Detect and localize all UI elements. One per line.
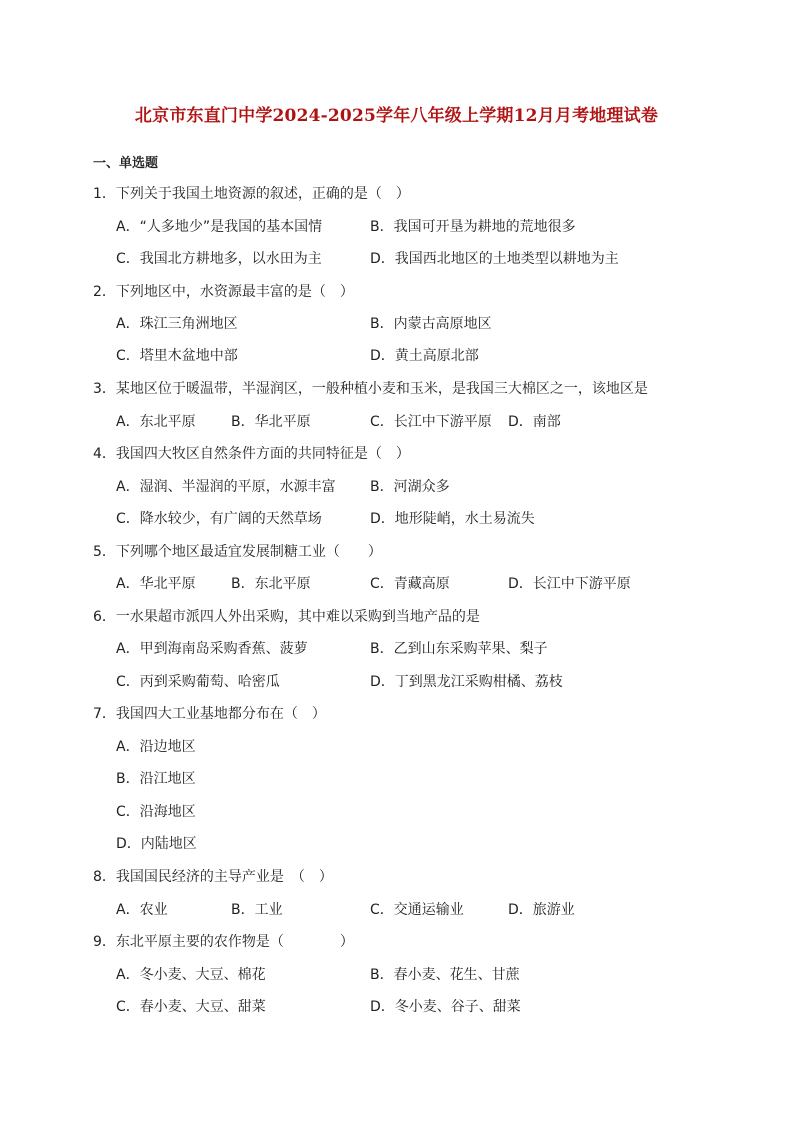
question-9-option-c: C．春小麦、大豆、甜菜 bbox=[116, 999, 266, 1015]
question-5-stem: 5．下列哪个地区最适宜发展制糖工业（ ） bbox=[93, 544, 382, 560]
question-3-option-b: B．华北平原 bbox=[231, 414, 311, 430]
question-8-stem: 8．我国国民经济的主导产业是 （ ） bbox=[93, 869, 333, 885]
question-3-option-d: D．南部 bbox=[508, 414, 561, 430]
question-8-option-c: C．交通运输业 bbox=[370, 902, 464, 918]
question-6-stem: 6．一水果超市派四人外出采购，其中难以采购到当地产品的是 bbox=[93, 609, 480, 625]
question-8-option-d: D．旅游业 bbox=[508, 902, 575, 918]
section-heading: 一、单选题 bbox=[93, 156, 159, 171]
question-6-option-b: B．乙到山东采购苹果、梨子 bbox=[370, 641, 548, 657]
question-4-option-b: B．河湖众多 bbox=[370, 479, 450, 495]
question-1-option-a: A．“人多地少”是我国的基本国情 bbox=[116, 219, 323, 235]
question-8-option-b: B．工业 bbox=[231, 902, 283, 918]
question-9-option-d: D．冬小麦、谷子、甜菜 bbox=[370, 999, 521, 1015]
question-9-option-a: A．冬小麦、大豆、棉花 bbox=[116, 967, 266, 983]
question-3-option-a: A．东北平原 bbox=[116, 414, 196, 430]
question-1-stem: 1．下列关于我国土地资源的叙述，正确的是（ ） bbox=[93, 186, 410, 202]
question-7-option-d: D．内陆地区 bbox=[116, 836, 197, 852]
question-2-option-c: C．塔里木盆地中部 bbox=[116, 348, 238, 364]
question-2-option-d: D．黄土高原北部 bbox=[370, 348, 479, 364]
question-9-option-b: B．春小麦、花生、甘蔗 bbox=[370, 967, 520, 983]
question-4-stem: 4．我国四大牧区自然条件方面的共同特征是（ ） bbox=[93, 446, 410, 462]
question-2-stem: 2．下列地区中，水资源最丰富的是（ ） bbox=[93, 284, 354, 300]
question-4-option-d: D．地形陡峭，水土易流失 bbox=[370, 511, 535, 527]
question-7-option-b: B．沿江地区 bbox=[116, 771, 196, 787]
question-6-option-d: D．丁到黑龙江采购柑橘、荔枝 bbox=[370, 674, 563, 690]
question-4-option-a: A．湿润、半湿润的平原，水源丰富 bbox=[116, 479, 336, 495]
question-7-option-a: A．沿边地区 bbox=[116, 739, 196, 755]
question-1-option-b: B．我国可开垦为耕地的荒地很多 bbox=[370, 219, 576, 235]
question-5-option-b: B．东北平原 bbox=[231, 576, 311, 592]
question-4-option-c: C．降水较少，有广阔的天然草场 bbox=[116, 511, 322, 527]
question-5-option-d: D．长江中下游平原 bbox=[508, 576, 631, 592]
exam-title: 北京市东直门中学2024-2025学年八年级上学期12月月考地理试卷 bbox=[134, 106, 659, 126]
question-5-option-c: C．青藏高原 bbox=[370, 576, 450, 592]
question-3-stem: 3．某地区位于暖温带，半湿润区，一般种植小麦和玉米，是我国三大棉区之一，该地区是 bbox=[93, 381, 648, 397]
question-7-stem: 7．我国四大工业基地都分布在（ ） bbox=[93, 706, 326, 722]
question-2-option-a: A．珠江三角洲地区 bbox=[116, 316, 238, 332]
question-2-option-b: B．内蒙古高原地区 bbox=[370, 316, 492, 332]
question-3-option-c: C．长江中下游平原 bbox=[370, 414, 492, 430]
question-6-option-a: A．甲到海南岛采购香蕉、菠萝 bbox=[116, 641, 308, 657]
question-1-option-d: D．我国西北地区的土地类型以耕地为主 bbox=[370, 251, 619, 267]
question-8-option-a: A．农业 bbox=[116, 902, 168, 918]
question-6-option-c: C．丙到采购葡萄、哈密瓜 bbox=[116, 674, 280, 690]
question-5-option-a: A．华北平原 bbox=[116, 576, 196, 592]
question-7-option-c: C．沿海地区 bbox=[116, 804, 196, 820]
question-1-option-c: C．我国北方耕地多，以水田为主 bbox=[116, 251, 322, 267]
question-9-stem: 9．东北平原主要的农作物是（ ） bbox=[93, 934, 354, 950]
